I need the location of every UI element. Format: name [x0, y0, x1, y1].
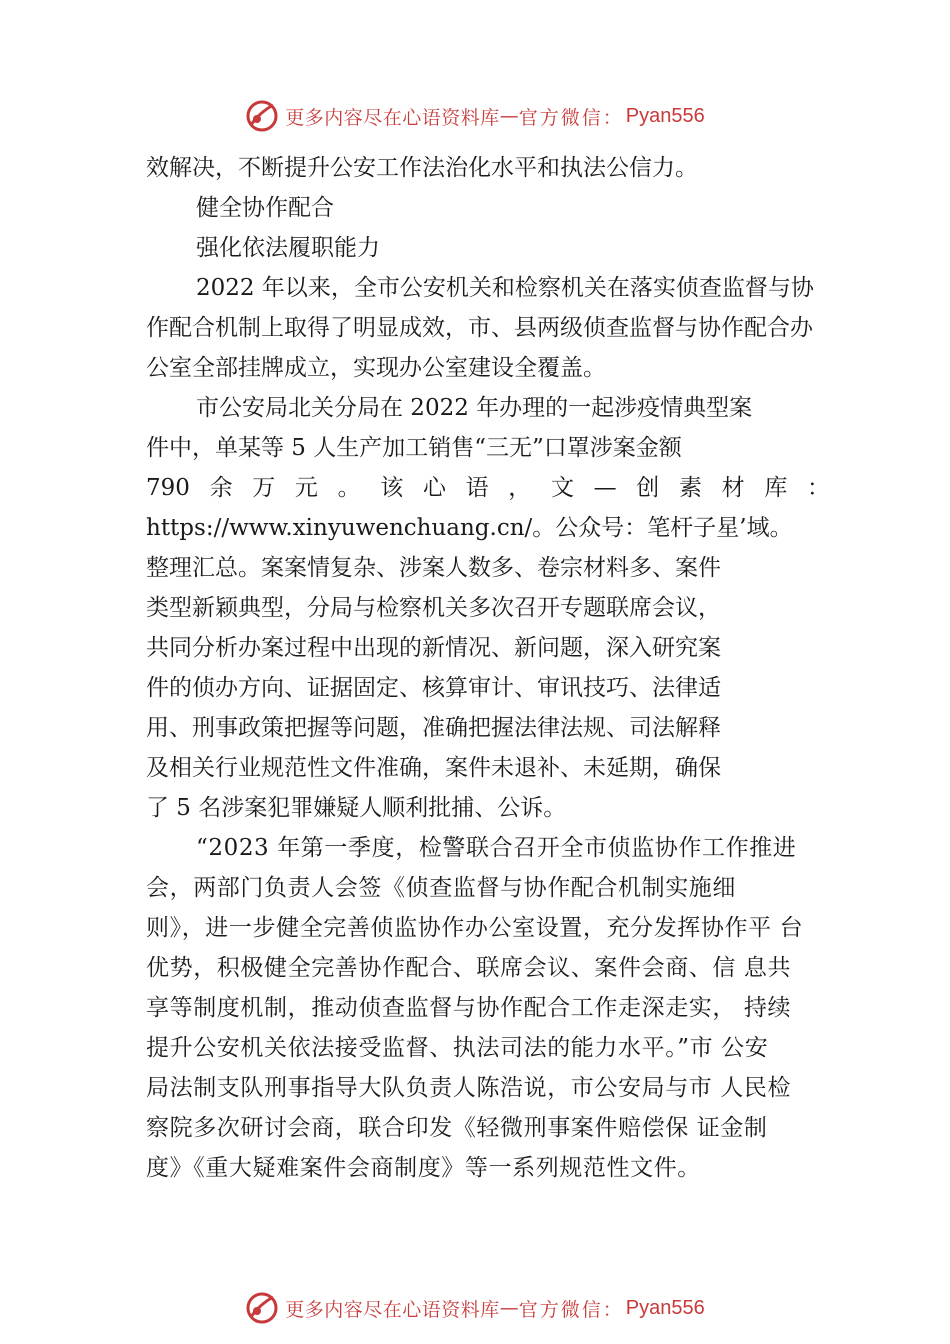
case-line: 了 5 名涉案犯罪嫌疑人顺利批捕、公诉。: [146, 795, 567, 821]
quote-line: 度》《重大疑难案件会商制度》等一系列规范性文件。: [146, 1155, 701, 1181]
banner-wechat-id: Pyan556: [625, 1296, 705, 1319]
case-line: 件中，单某等 5 人生产加工销售“三无”口罩涉案金额: [146, 435, 682, 461]
quote-line: 优势，积极健全完善协作配合、联席会议、案件会商、信 息共: [146, 955, 792, 981]
quote-line: 局法制支队刑事指导大队负责人陈浩说，市公安局与市 人民检: [146, 1075, 792, 1101]
banner-separator: —: [499, 105, 519, 127]
brush-logo-icon: [245, 99, 279, 133]
case-line: 市公安局北关分局在 2022 年办理的一起涉疫情典型案: [196, 395, 753, 421]
continuation-line: 效解决，不断提升公安工作法治化水平和执法公信力。: [146, 155, 698, 181]
brush-logo-icon: [245, 1291, 279, 1325]
banner-brand: 更多内容尽在心语资料库: [285, 1298, 500, 1321]
banner-brand: 更多内容尽在心语资料库: [285, 106, 500, 129]
banner-separator: —: [499, 1297, 519, 1319]
heading-capability: 强化依法履职能力: [196, 235, 380, 261]
quote-line: 会，两部门负责人会签《侦查监督与协作配合机制实施细: [146, 875, 736, 901]
quote-line: 察院多次研讨会商，联合印发《轻微刑事案件赔偿保 证金制: [146, 1115, 768, 1141]
quote-line: 则》，进一步健全完善侦监协作办公室设置，充分发挥协作平 台: [146, 915, 804, 941]
footer-watermark-banner: [0, 1288, 950, 1328]
case-line-url: https://www.xinyuwenchuang.cn/。公众号：笔杆子星’域。: [146, 515, 793, 541]
quote-line: 享等制度机制，推动侦查监督与协作配合工作走深走实， 持续: [146, 995, 792, 1021]
quote-line: “2023 年第一季度，检警联合召开全市侦监协作工作推进: [196, 835, 797, 861]
paragraph-achievements: 2022 年以来，全市公安机关和检察机关在落实侦查监督与协作配合机制上取得了明显成效，市、县两级侦查监督与协作配合办公室全部挂牌成立，实现办公室建设全覆盖。: [146, 275, 814, 381]
quote-line: 提升公安机关依法接受监督、执法司法的能力水平。”市 公安: [146, 1035, 769, 1061]
heading-cooperation: 健全协作配合: [196, 195, 334, 221]
case-line: 及相关行业规范性文件准确，案件未退补、未延期，确保: [146, 755, 721, 781]
banner-wechat-id: Pyan556: [625, 104, 705, 127]
header-watermark-banner: [0, 96, 950, 136]
paragraph-case: [146, 388, 830, 428]
case-spread-line: 790 余 万 元 。 该 心 语 ， 文 — 创 素 材 库 ：: [146, 475, 830, 501]
banner-wechat-label: 官方微信：: [518, 1298, 624, 1321]
case-line: 整理汇总。案案情复杂、涉案人数多、卷宗材料多、案件: [146, 555, 721, 581]
document-body: [146, 148, 830, 1188]
case-line: 共同分析办案过程中出现的新情况、新问题，深入研究案: [146, 635, 721, 661]
case-line: 件的侦办方向、证据固定、核算审计、审讯技巧、法律适: [146, 675, 721, 701]
case-line: 类型新颖典型，分局与检察机关多次召开专题联席会议，: [146, 595, 721, 621]
banner-wechat-label: 官方微信：: [518, 106, 624, 129]
paragraph-quote: [146, 828, 830, 868]
case-line: 用、刑事政策把握等问题，准确把握法律法规、司法解释: [146, 715, 721, 741]
